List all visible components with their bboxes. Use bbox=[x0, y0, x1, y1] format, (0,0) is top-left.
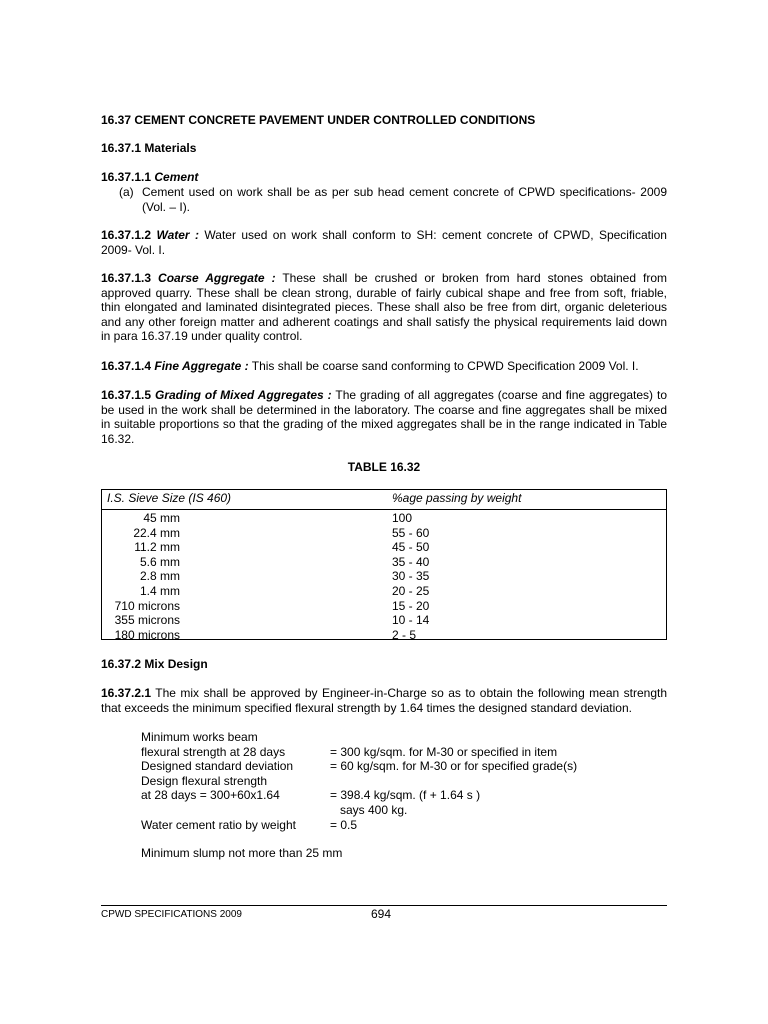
grading-title: Grading of Mixed Aggregates : bbox=[154, 388, 332, 402]
water-text: Water used on work shall conform to SH: cement concrete of CPWD, Specification 2009- Vol. I. bbox=[101, 228, 667, 257]
table-cell-passing: 55 - 60 bbox=[392, 525, 430, 540]
table-cell-passing: 100 bbox=[392, 511, 413, 525]
mix-value-line bbox=[141, 730, 667, 745]
mix-value-line bbox=[141, 774, 667, 789]
coarse-aggregate-paragraph bbox=[101, 271, 667, 344]
table-row bbox=[102, 599, 666, 614]
mix-label: Designed standard deviation bbox=[141, 759, 294, 774]
mix-label: Water cement ratio by weight bbox=[141, 817, 296, 832]
cement-item-text: Cement used on work shall be as per sub head cement concrete of CPWD specifications- 2009 (Vol. – I). bbox=[142, 185, 667, 214]
water-paragraph bbox=[101, 228, 667, 257]
table-cell-passing: 30 - 35 bbox=[392, 569, 430, 584]
mix-number: 16.37.2.1 bbox=[101, 686, 152, 700]
table-cell-passing: 35 - 40 bbox=[392, 554, 430, 569]
mix-value-line bbox=[141, 788, 667, 803]
mix-design-heading: 16.37.2 Mix Design bbox=[101, 657, 208, 671]
table-cell-passing: 15 - 20 bbox=[392, 598, 430, 613]
mix-value: = 60 kg/sqm. for M-30 or for specified grade(s) bbox=[330, 759, 578, 774]
table-row bbox=[102, 613, 666, 628]
coarse-number: 16.37.1.3 bbox=[101, 271, 159, 285]
grading-text: The grading of all aggregates (coarse and fine aggregates) to be used in the work shall be determined in the laboratory. The coarse and fine aggregates shall be mixed in suitable proportions so that the grading of the mixed aggregates shall be in the range indicated in Table 16.32. bbox=[101, 388, 667, 446]
section-title: 16.37 CEMENT CONCRETE PAVEMENT UNDER CONTROLLED CONDITIONS bbox=[101, 113, 536, 127]
coarse-text: These shall be crushed or broken from hard stones obtained from approved quarry. These shall be clean strong, durable of fairly cubical shape and free from soft, friable, thin elongated and laminated disintegrated pieces. These shall also be free from dirt, organic deleterious and any other foreign matter and adherent coatings and shall satisfy the physical requirements laid down in para 16.37.19 under quality control. bbox=[101, 271, 667, 343]
mix-value: = 398.4 kg/sqm. (f + 1.64 s ) bbox=[330, 788, 481, 803]
table-cell-sieve: 710 microns bbox=[114, 598, 180, 613]
cement-title: Cement bbox=[154, 170, 199, 184]
table-row bbox=[102, 584, 666, 599]
mix-label: at 28 days = 300+60x1.64 bbox=[141, 788, 280, 803]
slump-line: Minimum slump not more than 25 mm bbox=[141, 846, 343, 860]
table-cell-sieve: 22.4 mm bbox=[133, 525, 180, 540]
materials-heading: 16.37.1 Materials bbox=[101, 141, 197, 155]
table-cell-sieve: 180 microns bbox=[114, 627, 180, 642]
table-title: TABLE 16.32 bbox=[347, 460, 421, 474]
mix-label: Design flexural strength bbox=[141, 773, 268, 788]
footer-page-number: 694 bbox=[371, 907, 392, 921]
fine-text: This shall be coarse sand conforming to CPWD Specification 2009 Vol. I. bbox=[248, 359, 639, 373]
coarse-title: Coarse Aggregate : bbox=[158, 271, 276, 285]
mix-label: flexural strength at 28 days bbox=[141, 744, 286, 759]
grading-number: 16.37.1.5 bbox=[101, 388, 155, 402]
table-cell-passing: 10 - 14 bbox=[392, 613, 430, 628]
table-row bbox=[102, 526, 666, 541]
mix-value-line bbox=[141, 759, 667, 774]
mix-value: says 400 kg. bbox=[330, 803, 408, 817]
table-row bbox=[102, 555, 666, 570]
table-cell-passing: 20 - 25 bbox=[392, 584, 430, 598]
table-cell-sieve: 45 mm bbox=[143, 511, 180, 525]
water-title: Water : bbox=[156, 228, 199, 242]
fine-title: Fine Aggregate : bbox=[154, 359, 249, 373]
table-header-sieve: I.S. Sieve Size (IS 460) bbox=[107, 491, 232, 505]
table-cell-sieve: 5.6 mm bbox=[139, 554, 180, 569]
mix-value-line bbox=[141, 745, 667, 760]
table-cell-sieve: 355 microns bbox=[114, 613, 180, 628]
water-number: 16.37.1.2 bbox=[101, 228, 157, 242]
table-cell-passing: 45 - 50 bbox=[392, 540, 430, 555]
mix-value-line bbox=[141, 818, 667, 833]
table-row bbox=[102, 569, 666, 584]
cement-number: 16.37.1.1 bbox=[101, 170, 155, 184]
table-cell-sieve: 1.4 mm bbox=[139, 584, 180, 598]
table-header-row bbox=[102, 490, 666, 510]
mix-value-line bbox=[141, 803, 667, 818]
fine-aggregate-paragraph bbox=[101, 359, 667, 374]
footer-publication: CPWD SPECIFICATIONS 2009 bbox=[101, 909, 242, 920]
footer-rule bbox=[101, 905, 667, 906]
mix-design-paragraph bbox=[101, 686, 667, 715]
table-row bbox=[102, 628, 666, 643]
table-cell-sieve: 2.8 mm bbox=[139, 569, 180, 584]
mix-value: = 0.5 bbox=[330, 817, 358, 832]
table-header-passing: %age passing by weight bbox=[392, 491, 522, 505]
grading-table bbox=[101, 489, 667, 640]
cement-heading bbox=[101, 170, 198, 185]
mix-label: Minimum works beam bbox=[141, 730, 258, 744]
fine-number: 16.37.1.4 bbox=[101, 359, 155, 373]
cement-item-marker: (a) bbox=[119, 185, 134, 199]
table-cell-sieve: 11.2 mm bbox=[134, 540, 180, 555]
mix-value: = 300 kg/sqm. for M-30 or specified in item bbox=[330, 744, 558, 759]
table-row bbox=[102, 511, 666, 526]
mix-text: The mix shall be approved by Engineer-in-Charge so as to obtain the following mean strength that exceeds the minimum specified flexural strength by 1.64 times the designed standard deviation. bbox=[101, 686, 667, 715]
table-cell-passing: 2 - 5 bbox=[392, 627, 417, 642]
grading-paragraph bbox=[101, 388, 667, 446]
table-row bbox=[102, 540, 666, 555]
